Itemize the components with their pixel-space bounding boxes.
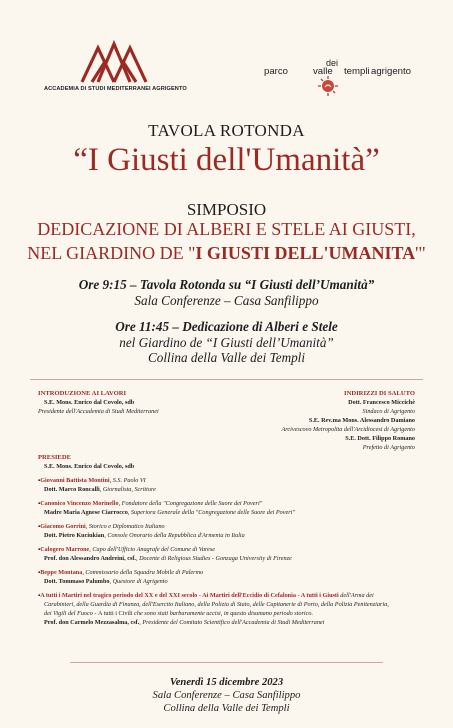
subtitle-line-2-post: '" <box>415 243 426 263</box>
saluto-2-role: Arcivescovo Metropolita dell'Arcidiocesi di Agrigento <box>281 426 415 433</box>
speaker-name: Madre Maria Agnese Ciarrocco <box>44 509 128 516</box>
park-word-4: templi <box>344 66 370 77</box>
saluto-3-role: Prefetto di Agrigento <box>362 444 415 451</box>
subtitle-line-1: DEDICAZIONE DI ALBERI E STELE AI GIUSTI, <box>37 219 416 239</box>
footer <box>0 676 453 715</box>
bullet-icon: ▪ <box>38 477 41 484</box>
presiede-heading: PRESIEDE <box>38 454 71 461</box>
bullet-icon: ▪ <box>38 592 41 599</box>
speaker-name: Dott. Marco Roncalli <box>44 486 100 493</box>
kicker-title: TAVOLA ROTONDA <box>148 121 305 140</box>
divider-bottom <box>70 662 383 663</box>
bullet-icon: ▪ <box>38 523 41 530</box>
honoree-name: Canonico Vincenzo Morinello <box>40 500 119 507</box>
intro-name: S.E. Mons. Enrico dal Covolo, sdb <box>44 399 135 406</box>
final-line-3a: dei Vigili del Fuoco - <box>44 610 99 617</box>
final-speaker-name: Prof. don Carmelo Mezzasalma, csf. <box>44 619 140 626</box>
final-rest: dell'Arma dei <box>338 592 374 599</box>
divider-top <box>30 379 423 380</box>
saluto-1-role: Sindaco di Agrigento <box>362 408 415 415</box>
final-speaker-role: , Presidente del Comitato Scientifico dell'Accademia di Studi Mediterranei <box>139 619 325 626</box>
speaker-role: , Docente di Religious Studies - Gonzaga University di Firenze <box>135 555 292 562</box>
park-word-1: parco <box>264 66 288 77</box>
final-line-2: Carabinieri, della Guardia di Finanza, dell'Esercito Italiano, della Polizia di Stato, delle Capitanerie di Porto, della Polizia Penitenziaria, <box>44 601 389 608</box>
intro-role: Presidente dell'Accademia di Studi Mediterranei <box>38 408 159 415</box>
speaker-4 <box>38 545 418 563</box>
footer-place-2: Collina della Valle dei Templi <box>163 703 290 714</box>
subtitle-line-2-bold: I GIUSTI DELL'UMANITA <box>195 243 416 263</box>
bullet-icon: ▪ <box>38 569 41 576</box>
saluto-3-name: S.E. Dott. Filippo Romano <box>345 435 415 442</box>
park-word-5: agrigento <box>371 66 412 77</box>
honoree-name: Giovanni Battista Montini <box>40 477 110 484</box>
speaker-role: , Questore di Agrigento <box>109 578 168 585</box>
park-sun-icon <box>317 76 339 96</box>
final-line-3c: che sono stati barbaramente uccisi, in questo disumano periodo storico. <box>132 610 314 617</box>
speaker-name: Dott. Pietro Kuciukian <box>44 532 105 539</box>
academy-mountain-icon <box>78 40 150 84</box>
honoree-name: Giacomo Gorrini <box>40 523 86 530</box>
park-logo <box>262 57 422 81</box>
honoree-desc: , Fondatore della "Congregazione delle Suore dei Poveri" <box>118 500 263 507</box>
saluti-heading: INDIRIZZI DI SALUTO <box>344 390 415 397</box>
honoree-desc: , Commissario della Squadra Mobile di Palermo <box>82 569 204 576</box>
event-1 <box>0 277 453 308</box>
speaker-role: , Superiora Generale della "Congregazione delle Suore dei Poveri" <box>127 509 295 516</box>
academy-logo <box>44 40 187 92</box>
footer-place-1: Sala Conferenze – Casa Sanfilippo <box>152 690 301 701</box>
subtitle-line-2 <box>0 243 453 264</box>
main-title: “I Giusti dell'Umanità” <box>73 142 380 178</box>
saluti-section <box>215 389 415 452</box>
event-2 <box>0 319 453 366</box>
academy-name: ACCADEMIA DI STUDI MEDITERRANEI AGRIGENTO <box>44 86 187 92</box>
event-1-time: Ore 9:15 <box>78 277 127 292</box>
presiede-name: S.E. Mons. Enrico dal Covolo, sdb <box>44 463 135 470</box>
final-line-3b: A tutti i Civili <box>98 610 133 617</box>
footer-date: Venerdì 15 dicembre 2023 <box>169 677 284 688</box>
intro-heading: INTRODUZIONE AI LAVORI <box>38 390 127 397</box>
saluto-1-name: Dott. Francesco Miccichè <box>348 399 415 406</box>
simposio-title: SIMPOSIO <box>186 200 267 219</box>
honoree-name: Calogero Marrone <box>40 546 90 553</box>
speaker-name: Dott. Tommaso Palumbo <box>44 578 110 585</box>
speaker-3 <box>38 522 418 540</box>
final-dedication <box>38 591 418 627</box>
event-1-text: – Tavola Rotonda su “I Giusti dell’Umanità” <box>126 277 375 292</box>
bullet-icon: ▪ <box>38 500 41 507</box>
honoree-name: Beppe Montana <box>40 569 83 576</box>
speaker-2 <box>38 499 418 517</box>
honoree-desc: , S.S. Paolo VI <box>109 477 146 484</box>
park-word-3: dei <box>326 58 339 68</box>
speaker-role: , Console Onorario della Repubblica d'Armenia in Italia <box>104 532 245 539</box>
subtitle-line-2-pre: NEL GIARDINO DE " <box>27 243 196 263</box>
event-2-time: Ore 11:45 <box>115 319 170 334</box>
event-2-line-2: nel Giardino de “I Giusti dell’Umanità” <box>119 334 334 350</box>
event-1-place: Sala Conferenze – Casa Sanfilippo <box>134 292 319 308</box>
program-list <box>38 453 418 632</box>
speaker-1 <box>38 476 418 494</box>
honoree-desc: , Capo dell'Ufficio Anagrafe del Comune di Varese <box>89 546 216 553</box>
event-2-text: – Dedicazione di Alberi e Stele <box>169 319 338 334</box>
bullet-icon: ▪ <box>38 546 41 553</box>
intro-section <box>38 389 238 416</box>
park-word-2: valle <box>313 66 333 77</box>
saluto-2-name: S.E. Rev.ma Mons. Alessandro Damiano <box>308 417 415 424</box>
honoree-desc: , Storico e Diplomatico Italiano <box>85 523 165 530</box>
final-bold: A tutti i Martiri nel tragico periodo del XX e del XXI secolo - Ai Martiri dell'Eccidio di Cefalonia - A tutti i Giusti <box>40 592 339 599</box>
speaker-role: , Giornalista, Scrittore <box>99 486 156 493</box>
speaker-5 <box>38 568 418 586</box>
event-2-line-3: Collina della Valle dei Templi <box>147 350 306 365</box>
speaker-name: Prof. don Alessandro Andreini, csf. <box>44 555 136 562</box>
